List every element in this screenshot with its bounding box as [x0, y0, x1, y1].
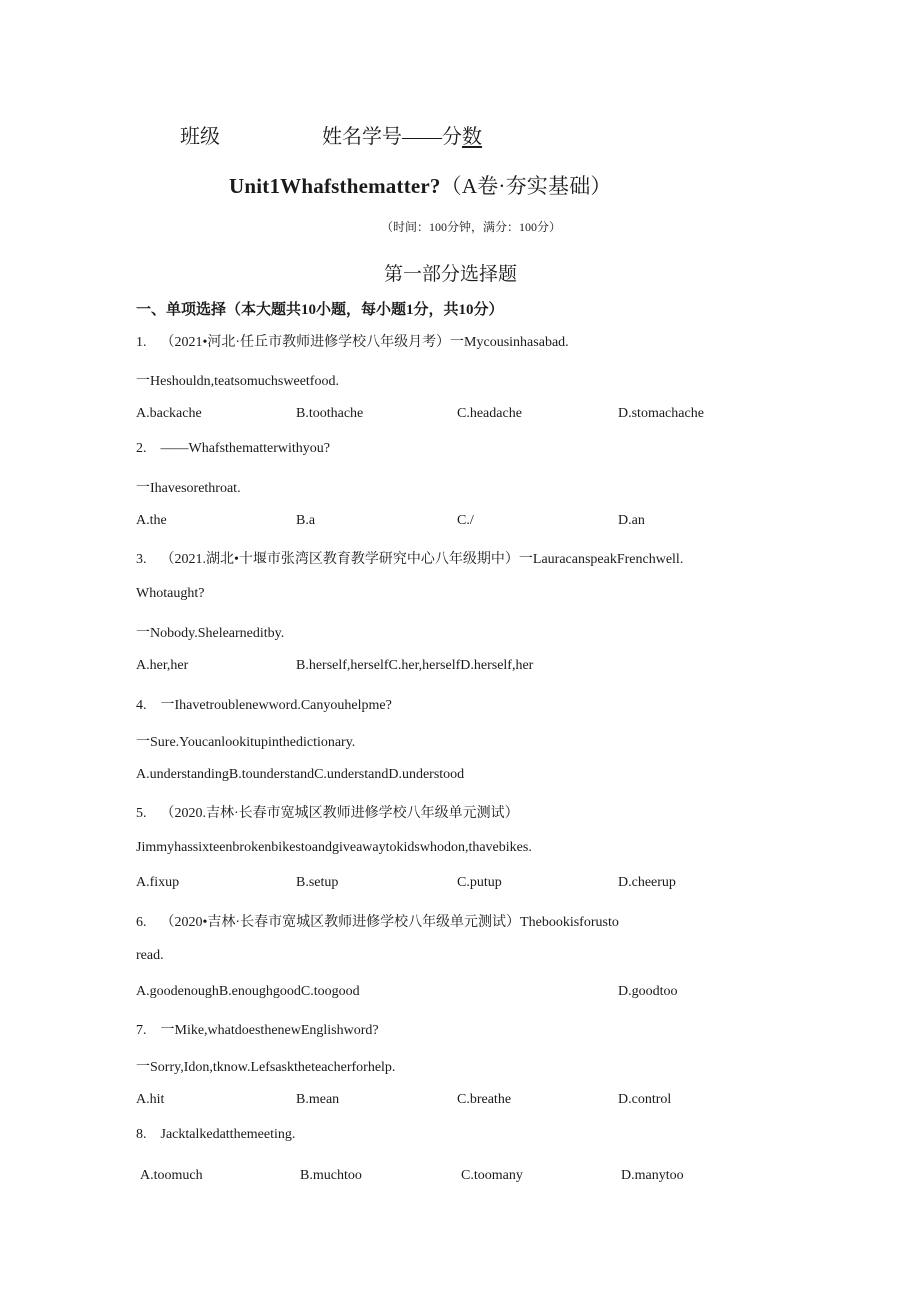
question-line: 6. （2020•吉林·长春市宽城区教师进修学校八年级单元测试）Thebookisforusto: [136, 915, 619, 930]
option-b: B.muchtoo: [300, 1168, 362, 1183]
question-line: 一Heshouldn,teatsomuchsweetfood.: [136, 374, 339, 389]
option-b: B.toothache: [296, 406, 364, 421]
question-line: 1. （2021•河北·任丘市教师进修学校八年级月考）一Mycousinhasabad.: [136, 335, 569, 350]
question-line: 一Sure.Youcanlookitupinthedictionary.: [136, 735, 356, 750]
option-a: A.toomuch: [140, 1168, 203, 1183]
title-english: Unit1Whafsthematter?: [229, 174, 441, 198]
class-label: 班级: [180, 126, 220, 148]
option-a: A.the: [136, 513, 167, 528]
question-line: 7. 一Mike,whatdoesthenewEnglishword?: [136, 1023, 379, 1038]
option-c: C.toomany: [461, 1168, 523, 1183]
option-d: D.control: [618, 1092, 672, 1107]
question-line: 5. （2020.吉林·长春市宽城区教师进修学校八年级单元测试）: [136, 806, 519, 821]
option-a: A.backache: [136, 406, 202, 421]
option-c: C.breathe: [457, 1092, 512, 1107]
question-line: 3. （2021.湖北•十堰市张湾区教育教学研究中心八年级期中）一LauracanspeakFrenchwell.: [136, 552, 684, 567]
option-c: C./: [457, 513, 474, 528]
name-id-score-text: 姓名学号——分: [322, 126, 462, 148]
question-line: 2. ——Whafsthematterwithyou?: [136, 441, 331, 456]
option-abc: A.goodenoughB.enoughgoodC.toogood: [136, 984, 360, 999]
option-d: D.manytoo: [621, 1168, 684, 1183]
option-a: A.hit: [136, 1092, 165, 1107]
option-d: D.goodtoo: [618, 984, 678, 999]
question-line: 一Sorry,Idon,tknow.Lefsasktheteacherforhelp.: [136, 1060, 396, 1075]
option-d: D.an: [618, 513, 645, 528]
score-label-tail: 数: [462, 126, 482, 148]
option-a: A.fixup: [136, 875, 180, 890]
option-c: C.headache: [457, 406, 522, 421]
question-line: 8. Jacktalkedatthemeeting.: [136, 1127, 296, 1142]
option-b: B.setup: [296, 875, 339, 890]
option-b: B.mean: [296, 1092, 340, 1107]
question-line: Jimmyhassixteenbrokenbikestoandgiveawaytokidswhodon,thavebikes.: [136, 840, 532, 855]
question-line: 4. 一Ihavetroublenewword.Canyouhelpme?: [136, 698, 392, 713]
option-d: D.cheerup: [618, 875, 676, 890]
name-id-score-labels: [322, 120, 482, 149]
time-note: （时间：100分钟，满分：100分）: [381, 220, 562, 234]
question-line: Whotaught?: [136, 586, 205, 601]
option-c: C.putup: [457, 875, 502, 890]
option-d: D.stomachache: [618, 406, 704, 421]
option-bcd: B.herself,herselfC.her,herselfD.herself,her: [296, 658, 534, 673]
section-title: 一、单项选择（本大题共10小题，每小题1分，共10分）: [136, 302, 504, 318]
part-title: 第一部分选择题: [384, 264, 518, 285]
option-a: A.her,her: [136, 658, 189, 673]
page-title: [229, 170, 612, 200]
question-line: read.: [136, 948, 164, 963]
title-chinese: （A卷·夯实基础）: [440, 174, 612, 198]
option-abcd: A.understandingB.tounderstandC.understandD.understood: [136, 767, 465, 782]
question-line: 一Ihavesorethroat.: [136, 481, 241, 496]
option-b: B.a: [296, 513, 316, 528]
question-line: 一Nobody.Shelearneditby.: [136, 626, 285, 641]
